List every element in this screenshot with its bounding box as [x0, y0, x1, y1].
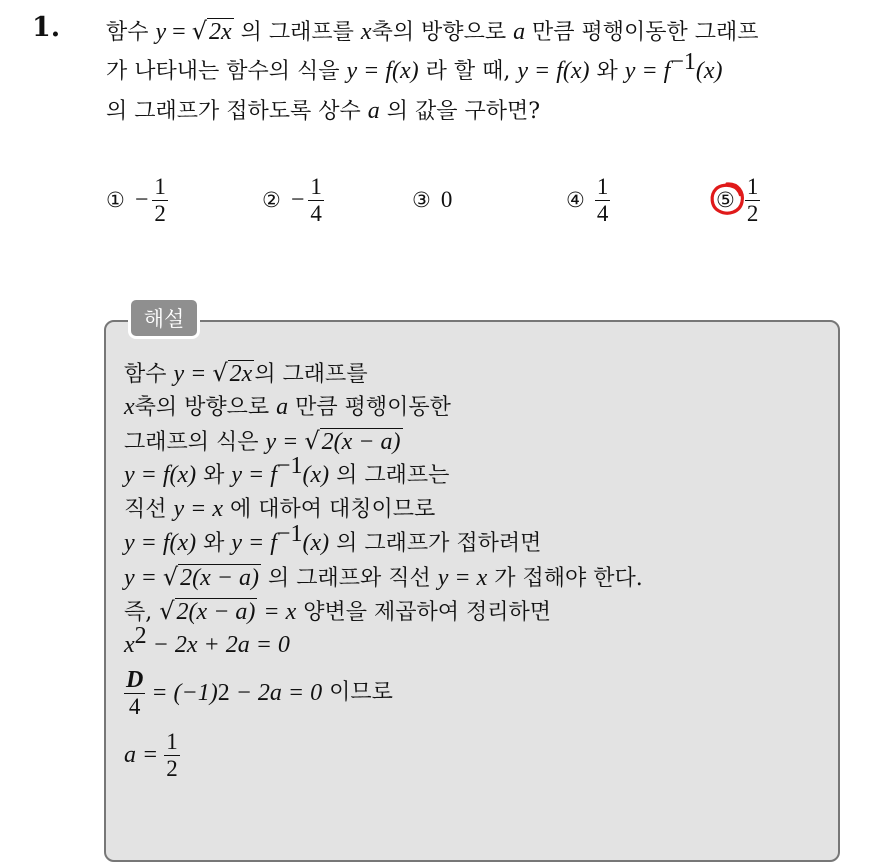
problem-number: 1.: [32, 12, 61, 43]
math-expr: y =: [265, 429, 305, 455]
fraction-numerator: 1: [166, 728, 178, 754]
choice-fraction: [308, 174, 324, 227]
choice-number: ⑤: [716, 188, 735, 212]
math-op: =: [166, 19, 192, 45]
fraction-denominator: 4: [128, 693, 141, 719]
text-segment: 의 그래프를: [254, 362, 368, 387]
solution-line-6: [124, 521, 824, 560]
text-segment: 가 나타내는 함수의 식을: [106, 59, 347, 84]
text-segment: 함수: [124, 362, 174, 387]
math-var: x: [124, 394, 135, 420]
choice-sign: −: [290, 186, 305, 213]
text-segment: 라 할 때,: [418, 59, 518, 84]
choice-3[interactable]: [412, 168, 452, 232]
text-segment: 즉,: [124, 600, 160, 625]
math-superscript: 2: [134, 623, 147, 649]
math-expr: y = f(x): [346, 58, 419, 84]
text-segment: 만큼 평행이동한: [288, 395, 451, 420]
fraction-denominator: 4: [596, 200, 609, 226]
sqrt-expression: [159, 594, 257, 630]
solution-tag: 해설: [128, 297, 200, 339]
text-segment: 함수: [106, 20, 156, 45]
math-expr: y = f: [624, 58, 671, 84]
answer-choices: [106, 168, 806, 238]
text-segment: 가 접해야 한다.: [487, 566, 643, 591]
solution-line-5: [124, 492, 824, 526]
radical-sign: √: [304, 427, 320, 455]
problem-line-1: [106, 11, 866, 51]
solution-line-1: [124, 356, 824, 390]
math-expr: − 2x + 2a = 0: [146, 632, 290, 658]
text-segment: 이므로: [322, 680, 393, 705]
math-superscript: −1: [276, 521, 303, 547]
math-superscript: −1: [670, 49, 696, 75]
math-expr: y = f(x): [124, 530, 197, 556]
solution-line-10: $\frac{D}{4}$ = (−1) 2 − 2a = 0 이므로: [124, 662, 824, 724]
solution-line-3: [124, 424, 824, 458]
fraction-numerator: 1: [310, 173, 322, 199]
math-expr: y = f: [231, 462, 277, 488]
math-var: a: [513, 19, 526, 45]
problem-statement: [106, 11, 866, 131]
discriminant-fraction: [124, 667, 145, 720]
text-segment: 의 그래프는: [329, 463, 450, 488]
text-segment: 축의 방향으로: [134, 395, 277, 420]
text-segment: 와: [196, 463, 232, 488]
solution-line-9: [124, 623, 824, 662]
fraction-denominator: 2: [746, 200, 759, 226]
math-var: a: [367, 98, 380, 124]
math-var: y: [155, 19, 167, 45]
math-expr: x: [124, 632, 135, 658]
text-segment: 만큼 평행이동한 그래프: [525, 20, 759, 45]
sqrt-expression: [163, 560, 261, 596]
radicand: 2(x − a): [180, 565, 259, 591]
math-expr: = (−1): [145, 680, 218, 706]
problem-line-2: [106, 51, 866, 91]
choice-number: ③: [412, 188, 431, 212]
fraction-numerator: 1: [154, 173, 166, 199]
text-segment: 양변을 제곱하여 정리하면: [296, 600, 552, 625]
choice-number: ④: [566, 188, 585, 212]
fraction-denominator: 2: [166, 755, 178, 781]
radicand: 2x: [229, 361, 253, 387]
math-expr: (x): [302, 530, 330, 556]
fraction-denominator: 2: [154, 200, 166, 226]
radicand: 2(x − a): [321, 429, 401, 455]
choice-5[interactable]: [716, 168, 760, 232]
math-expr: y = f: [231, 530, 277, 556]
choice-value: 0: [440, 187, 453, 212]
choice-fraction: [152, 174, 168, 227]
text-segment: 의 그래프가 접하려면: [329, 531, 542, 556]
fraction-numerator: 1: [746, 173, 759, 199]
text-segment: 의 그래프가 접하도록 상수: [106, 99, 368, 124]
math-expr: − 2a = 0: [229, 680, 323, 706]
text-segment: 의 그래프와 직선: [261, 566, 438, 591]
problem-line-3: [106, 91, 866, 131]
fraction-denominator: 4: [310, 200, 322, 226]
choice-fraction: [745, 174, 761, 227]
math-expr: y = x: [437, 565, 488, 591]
solution-line-7: [124, 560, 824, 594]
text-segment: 와: [196, 531, 232, 556]
choice-number: ②: [262, 188, 281, 212]
choice-number: ①: [106, 188, 125, 212]
answer-fraction: [164, 729, 180, 782]
fraction-numerator: 1: [596, 173, 609, 199]
math-expr: (x): [302, 462, 330, 488]
radical-sign: √: [212, 359, 228, 387]
radicand: 2(x − a): [176, 599, 256, 625]
solution-content: [124, 356, 824, 786]
math-expr: y =: [173, 361, 213, 387]
math-expr: y = f(x): [517, 58, 590, 84]
text-segment: 와: [589, 59, 625, 84]
radical-sign: √: [159, 597, 175, 625]
sqrt-expression: [212, 356, 254, 392]
math-var: a: [276, 394, 289, 420]
solution-line-8: [124, 594, 824, 628]
text-segment: 에 대하여 대칭이므로: [223, 497, 436, 522]
math-expr: y =: [124, 565, 163, 591]
radicand: 2x: [209, 19, 232, 45]
sqrt-expression: [192, 11, 234, 53]
choice-sign: −: [134, 186, 149, 213]
math-expr: y = x: [173, 496, 223, 522]
text-segment: 직선: [124, 497, 174, 522]
math-expr: = x: [257, 599, 297, 625]
sqrt-expression: [304, 424, 402, 460]
text-segment: 그래프의 식은: [124, 430, 266, 455]
solution-line-4: [124, 453, 824, 492]
fraction-numerator: D: [126, 666, 144, 693]
math-var: x: [360, 19, 372, 45]
math-superscript: −1: [276, 453, 303, 479]
choice-fraction: [595, 174, 611, 227]
solution-line-2: [124, 390, 824, 424]
choice-1[interactable]: [106, 168, 168, 232]
radical-sign: √: [191, 17, 207, 45]
radical-sign: √: [162, 563, 179, 591]
choice-4[interactable]: [566, 168, 610, 232]
math-expr: y = f(x): [124, 462, 197, 488]
math-expr: a =: [124, 742, 165, 768]
text-segment: 축의 방향으로: [371, 20, 514, 45]
solution-line-11: [124, 724, 824, 786]
math-expr: (x): [695, 58, 723, 84]
text-segment: 의 그래프를: [233, 20, 361, 45]
choice-2[interactable]: [262, 168, 324, 232]
text-segment: 의 값을 구하면?: [379, 99, 541, 124]
